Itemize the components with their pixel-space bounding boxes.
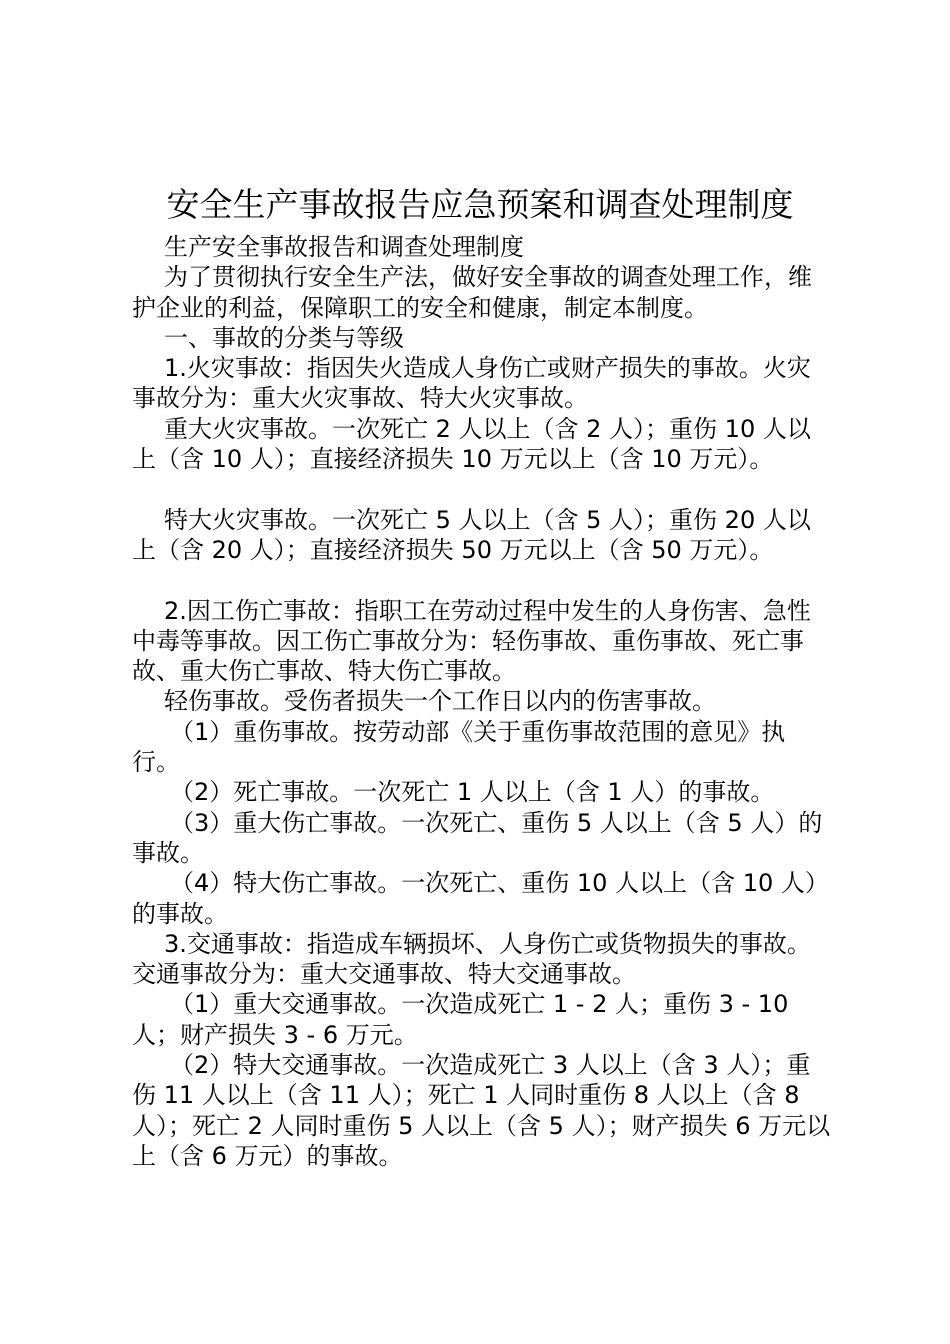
blank-line bbox=[132, 565, 832, 595]
paragraph-extraordinary-fire: 特大火灾事故。一次死亡 5 人以上（含 5 人）；重伤 20 人以上（含 20 人）；直接经济损失 50 万元以上（含 50 万元）。 bbox=[132, 505, 811, 564]
section-heading: 生产安全事故报告和调查处理制度 bbox=[164, 233, 524, 261]
paragraph-fire-accident: 1.火灾事故：指因失火造成人身伤亡或财产损失的事故。火灾事故分为：重大火灾事故、特大火灾事故。 bbox=[132, 354, 811, 413]
blank-line bbox=[132, 474, 832, 504]
paragraph-major-fire: 重大火灾事故。一次死亡 2 人以上（含 2 人）；重伤 10 人以上（含 10 人）；直接经济损失 10 万元以上（含 10 万元）。 bbox=[132, 414, 811, 474]
list-item: （1）重伤事故。按劳动部《关于重伤事故范围的意见》执行。 bbox=[132, 717, 786, 777]
paragraph-minor-injury: 轻伤事故。受伤者损失一个工作日以内的伤害事故。 bbox=[164, 687, 716, 716]
intro-paragraph: 为了贯彻执行安全生产法，做好安全事故的调查处理工作，维护企业的利益，保障职工的安全和健康，制定本制度。 bbox=[132, 263, 812, 322]
paragraph-work-injury: 2.因工伤亡事故：指职工在劳动过程中发生的人身伤害、急性中毒等事故。因工伤亡事故分为：轻伤事故、重伤事故、死亡事故、重大伤亡事故、特大伤亡事故。 bbox=[132, 596, 811, 686]
chapter-heading: 一、事故的分类与等级 bbox=[164, 323, 404, 352]
list-item: （3）重大伤亡事故。一次死亡、重伤 5 人以上（含 5 人）的事故。 bbox=[132, 808, 823, 867]
list-item: （1）重大交通事故。一次造成死亡 1 - 2 人；重伤 3 - 10 人；财产损失 3 - 6 万元。 bbox=[132, 990, 789, 1049]
list-item: （4）特大伤亡事故。一次死亡、重伤 10 人以上（含 10 人）的事故。 bbox=[132, 869, 829, 928]
paragraph-traffic-accident: 3.交通事故：指造成车辆损坏、人身伤亡或货物损失的事故。交通事故分为：重大交通事故、特大交通事故。 bbox=[132, 929, 811, 989]
document-body bbox=[132, 232, 832, 1171]
list-item: （2）死亡事故。一次死亡 1 人以上（含 1 人）的事故。 bbox=[170, 778, 775, 807]
document-title: 安全生产事故报告应急预案和调查处理制度 bbox=[166, 185, 794, 224]
list-item: （2）特大交通事故。一次造成死亡 3 人以上（含 3 人）；重伤 11 人以上（含 11 人）；死亡 1 人同时重伤 8 人以上（含 8 人）；死亡 2 人同时重伤 5 人以上（含 5 人）；财产损失 6 万元以上（含 6 万元）的事故。 bbox=[132, 1051, 831, 1170]
